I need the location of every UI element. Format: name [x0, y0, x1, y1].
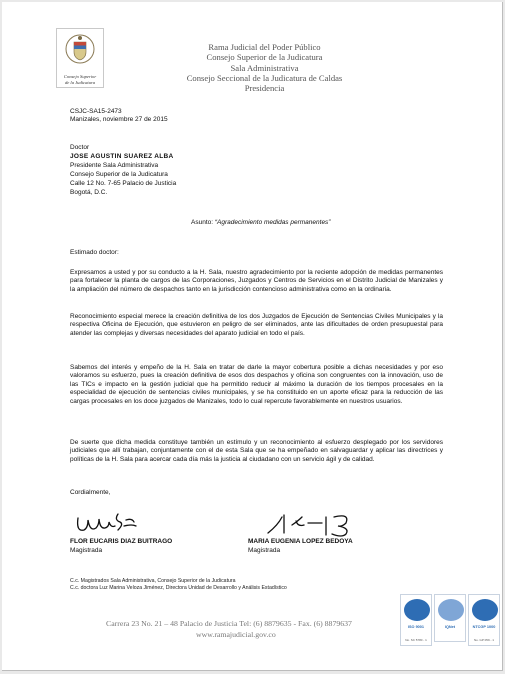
judicature-logo — [56, 28, 104, 88]
certification-ntcgp-1000 — [468, 594, 500, 646]
logo-caption-line1: Consejo Superior — [63, 74, 97, 79]
body-paragraph-2: Reconocimiento especial merece la creación definitiva de los dos Juzgados de Ejecución de Sentencias Civiles Municipales y la respectiva Oficina de Ejecución, que estuvieron en peligro de ser eliminados, ante las dificultades de orden presupuestal para atender las complejas y diversas necesidades del aparato judicial en todo el país. — [70, 313, 443, 337]
recipient-city: Bogotá, D.C. — [70, 189, 108, 196]
footer-website: www.ramajudicial.gov.co — [196, 630, 276, 639]
recipient-position: Presidente Sala Administrativa — [70, 162, 159, 169]
signature-1 — [74, 510, 164, 538]
coat-of-arms-icon — [64, 32, 96, 72]
recipient-institution: Consejo Superior de la Judicatura — [70, 171, 168, 178]
signatory-1-role: Magistrada — [70, 547, 103, 554]
header-line-1: Rama Judicial del Poder Público — [208, 42, 321, 52]
header-line-4: Consejo Seccional de la Judicatura de Caldas — [186, 72, 343, 83]
body-paragraph-3: Sabemos del interés y empeño de la H. Sala en tratar de darle la mayor cobertura posible a dichas necesidades y por eso valoramos su esfuerzo, pues la creación definitiva de esos dos despachos y oficina son congruentes con la innovación, uso de las TICs e impacto en la gestión judicial que ha permitido reducir al máximo la duración de los tiempos procesales en la especialidad de ejecución de sentencias civiles municipales, y se ha constituido en un aporte eficaz para la reducción de las cargas procesales en los doce juzgados de Manizales, todo lo cual repercute favorablemente en nuestros usuarios. — [70, 364, 443, 405]
certification-iqnet — [434, 594, 466, 642]
signatory-2-name: MARIA EUGENIA LOPEZ BEDOYA — [248, 538, 353, 545]
logo-caption-line2: de la Judicatura — [64, 80, 96, 85]
cert-iqnet-label: IQNet — [444, 625, 456, 629]
subject-label: Asunto: — [191, 219, 214, 226]
cc-line-2: C.c. doctora Luz Marina Veloza Jiménez, Directora Unidad de Desarrollo y Análisis Estadístico — [70, 585, 287, 591]
cert-iso-label: ISO 9001 — [407, 625, 425, 629]
cert-ntcgp-code: No. GP 059 - 1 — [474, 638, 494, 642]
header-line-5: Presidencia — [244, 83, 285, 94]
ntcgp-globe-icon — [472, 599, 498, 621]
signature-2 — [264, 511, 364, 537]
cert-iso-code: No. SC 5780 - 1 — [405, 638, 427, 642]
place-date: Manizales, noviembre 27 de 2015 — [70, 116, 168, 123]
cc-line-1: C.c. Magistrados Sala Administrativa, Consejo Superior de la Judicatura — [70, 578, 236, 584]
recipient-title: Doctor — [70, 144, 90, 151]
letter-page — [2, 2, 503, 671]
letterhead — [152, 42, 377, 93]
iqnet-globe-icon — [438, 599, 464, 621]
reference-number: CSJC-SA15-2473 — [70, 108, 122, 115]
header-line-3: Sala Administrativa — [230, 62, 299, 73]
salutation: Estimado doctor: — [70, 249, 119, 256]
closing: Cordialmente, — [70, 489, 111, 496]
iso-globe-icon — [404, 599, 430, 621]
cert-ntcgp-label: NTCGP 1000 — [472, 625, 496, 629]
body-paragraph-4: De suerte que dicha medida constituye también un estímulo y un reconocimiento al esfuerzo desplegado por los servidores judiciales que allí trabajan, conjuntamente con el de esta Sala que se ha empeñado en salvaguardar y aplicar las directrices y políticas de la H. Sala para acercar cada día más la justicia al ciudadano con un servicio ágil y de calidad. — [70, 439, 443, 463]
header-line-2: Consejo Superior de la Judicatura — [206, 52, 323, 63]
subject-line — [191, 219, 330, 227]
certification-iso-9001 — [400, 594, 432, 646]
footer-address: Carrera 23 No. 21 – 48 Palacio de Justicia Tel: (6) 8879635 - Fax. (6) 8879637 — [106, 619, 352, 628]
signatory-2-role: Magistrada — [248, 547, 281, 554]
body-paragraph-1: Expresamos a usted y por su conducto a la H. Sala, nuestro agradecimiento por la reciente adopción de medidas permanentes para fortalecer la planta de cargos de las Corporaciones, Juzgados y Centros de Servicios en el Distrito Judicial de Manizales y la ampliación del número de despachos tanto en la jurisdicción contencioso administrativa como en la ordinaria. — [70, 269, 443, 293]
recipient-address: Calle 12 No. 7-65 Palacio de Justicia — [70, 180, 177, 187]
signatory-1-name: FLOR EUCARIS DIAZ BUITRAGO — [70, 538, 173, 545]
recipient-name: JOSE AGUSTIN SUAREZ ALBA — [70, 153, 174, 160]
subject-text: “Agradecimiento medidas permanentes” — [214, 219, 331, 226]
